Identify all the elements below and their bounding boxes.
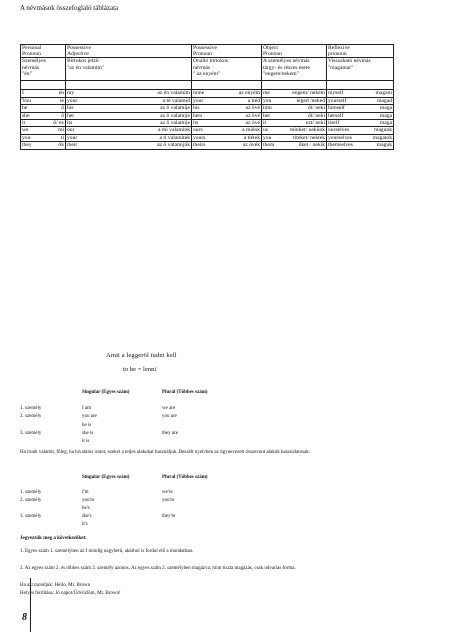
table-cell: our a mi valamink	[67, 127, 190, 134]
table-cell: you titeket/ nektek	[263, 134, 325, 141]
table-cell: me engem/ nekem	[263, 90, 325, 97]
table-cell: his az övé	[193, 105, 260, 112]
table-cell: your a te valamid	[67, 97, 190, 104]
table-cell: ours a miénk	[193, 127, 260, 134]
table-cell: itself maga	[328, 119, 392, 126]
col-plural-label: Plural (Többes szám)	[162, 390, 208, 395]
table-cell: my az én valamim	[67, 90, 190, 97]
hungarian-header-cell: Személyes névmás "én"	[21, 58, 66, 81]
table-cell: its az övé	[193, 119, 260, 126]
pronoun-table	[20, 44, 394, 150]
note-paragraph: 2. Az egyes szám 2. és többes szám 2. személy azonos. Az egyes szám 2. személyben magázva, mint tiszta magázás, csak udvarias forma.	[20, 566, 296, 571]
table-header-row	[21, 45, 394, 58]
table-cell: us minket/ nekünk	[263, 127, 325, 134]
short-form: we're	[162, 490, 173, 495]
table-cell: he ő	[22, 105, 64, 112]
note-paragraph: Ha írunk valamit, főleg, ha hivatalos iratot, ezeket a teljes alakokat használjuk. Beszélt nyelvben az úgynevezett összevont alakok használatosak:	[20, 450, 311, 455]
table-cell: they ők	[22, 142, 64, 149]
scan-subheading: to be = lenni	[123, 366, 157, 373]
note-paragraph: Helyes fordítása: Jó napot/Üdvözlöm, Mr. Brown!	[20, 591, 121, 596]
table-cell: your a tiéd	[193, 97, 260, 104]
short-form: you're	[82, 498, 95, 503]
person-label: 2. személy	[20, 414, 42, 419]
table-row	[21, 127, 394, 134]
short-form: she's	[82, 514, 92, 519]
table-cell: ourselves magunk	[328, 127, 392, 134]
page-margin-line	[30, 578, 31, 632]
scanned-grammar-page	[20, 338, 440, 632]
table-cell: it ő/ ez	[22, 119, 64, 126]
note-paragraph: 1. Egyes szám 1. személyben az I mindig nagybetű, akárhol is fordul elő a mondatban.	[20, 549, 194, 554]
hungarian-header-cell: Visszaható névmás "magamat"	[327, 58, 394, 81]
header-cell: Reflexive pronoun	[327, 45, 394, 58]
header-cell: Possessive Adjective	[66, 45, 192, 58]
long-form: it is	[82, 439, 90, 444]
table-cell: You te	[22, 97, 64, 104]
short-form: I'm	[82, 490, 89, 495]
header-cell: Possessive Pronoun	[192, 45, 262, 58]
col-plural-label: Plural (Többes szám)	[162, 475, 208, 480]
page-number: 8	[22, 612, 27, 623]
table-row	[21, 119, 394, 126]
table-cell: your a ti valamitek	[67, 134, 190, 141]
person-label: 1. személy	[20, 490, 42, 495]
person-label: 2. személy	[20, 498, 42, 503]
table-cell: myself magam	[328, 90, 392, 97]
note-heading: Jegyezzük meg a következőket:	[20, 536, 87, 541]
table-cell: her őt/ neki	[263, 112, 325, 119]
table-hungarian-row	[21, 58, 394, 81]
table-row	[21, 90, 394, 97]
table-cell: yours a tiétek	[193, 134, 260, 141]
col-singular-label: Singular (Egyes szám)	[82, 475, 130, 480]
table-cell: she ő	[22, 112, 64, 119]
long-form: he is	[82, 423, 92, 428]
table-cell: him őt/ neki	[263, 105, 325, 112]
table-cell: its az ő valamije	[67, 119, 190, 126]
long-form: you are	[162, 414, 177, 419]
table-row	[21, 134, 394, 141]
page-title: A névmások összefoglaló táblázata	[20, 4, 119, 12]
hungarian-header-cell: Önálló birtokos névmás " az enyém"	[192, 58, 262, 81]
person-label: 1. személy	[20, 406, 42, 411]
table-cell: it ezt/ neki	[263, 119, 325, 126]
col-singular-label: Singular (Egyes szám)	[82, 390, 130, 395]
table-cell: yourself magad	[328, 97, 392, 104]
table-cell: their az ő valamijük	[67, 142, 190, 149]
table-cell: theirs az övék	[193, 142, 260, 149]
table-cell: mine az enyém	[193, 90, 260, 97]
table-cell: his az ő valamije	[67, 105, 190, 112]
table-cell: I én	[22, 90, 64, 97]
long-form: she is	[82, 431, 94, 436]
table-row	[21, 105, 394, 112]
note-paragraph: Ha azt mondjuk: Hello, Mr. Brown	[20, 583, 91, 588]
long-form: you are	[82, 414, 97, 419]
table-cell: you ti	[22, 134, 64, 141]
person-label: 3. személy	[20, 431, 42, 436]
table-cell: you téged /neked	[263, 97, 325, 104]
table-cell: we mi	[22, 127, 64, 134]
table-row	[21, 97, 394, 104]
table-spacer-row	[21, 81, 394, 90]
short-form: they're	[162, 514, 176, 519]
table-cell: her az ő valamije	[67, 112, 190, 119]
long-form: I am	[82, 406, 92, 411]
header-cell: Personal Pronoun	[21, 45, 66, 58]
table-cell: hers az övé	[193, 112, 260, 119]
short-form: it's	[82, 522, 88, 527]
table-cell: himself maga	[328, 105, 392, 112]
long-form: we are	[162, 406, 176, 411]
table-cell: themselves maguk	[328, 142, 392, 149]
table-row	[21, 142, 394, 149]
hungarian-header-cell: Birtokos jelző "az én valamim"	[66, 58, 192, 81]
table-cell: yourselves magatok	[328, 134, 392, 141]
header-cell: Object Pronoun	[262, 45, 327, 58]
short-form: you're	[162, 498, 175, 503]
scan-heading: Amit a leggeröl tudni kell	[106, 352, 177, 359]
person-label: 3. személy	[20, 514, 42, 519]
table-row	[21, 112, 394, 119]
table-cell: herself maga	[328, 112, 392, 119]
table-cell: them őket / nekik	[263, 142, 325, 149]
long-form: they are	[162, 431, 178, 436]
short-form: he's	[82, 506, 90, 511]
hungarian-header-cell: A személyes névmás tárgy- és részes esete "engem/nekem"	[262, 58, 327, 81]
